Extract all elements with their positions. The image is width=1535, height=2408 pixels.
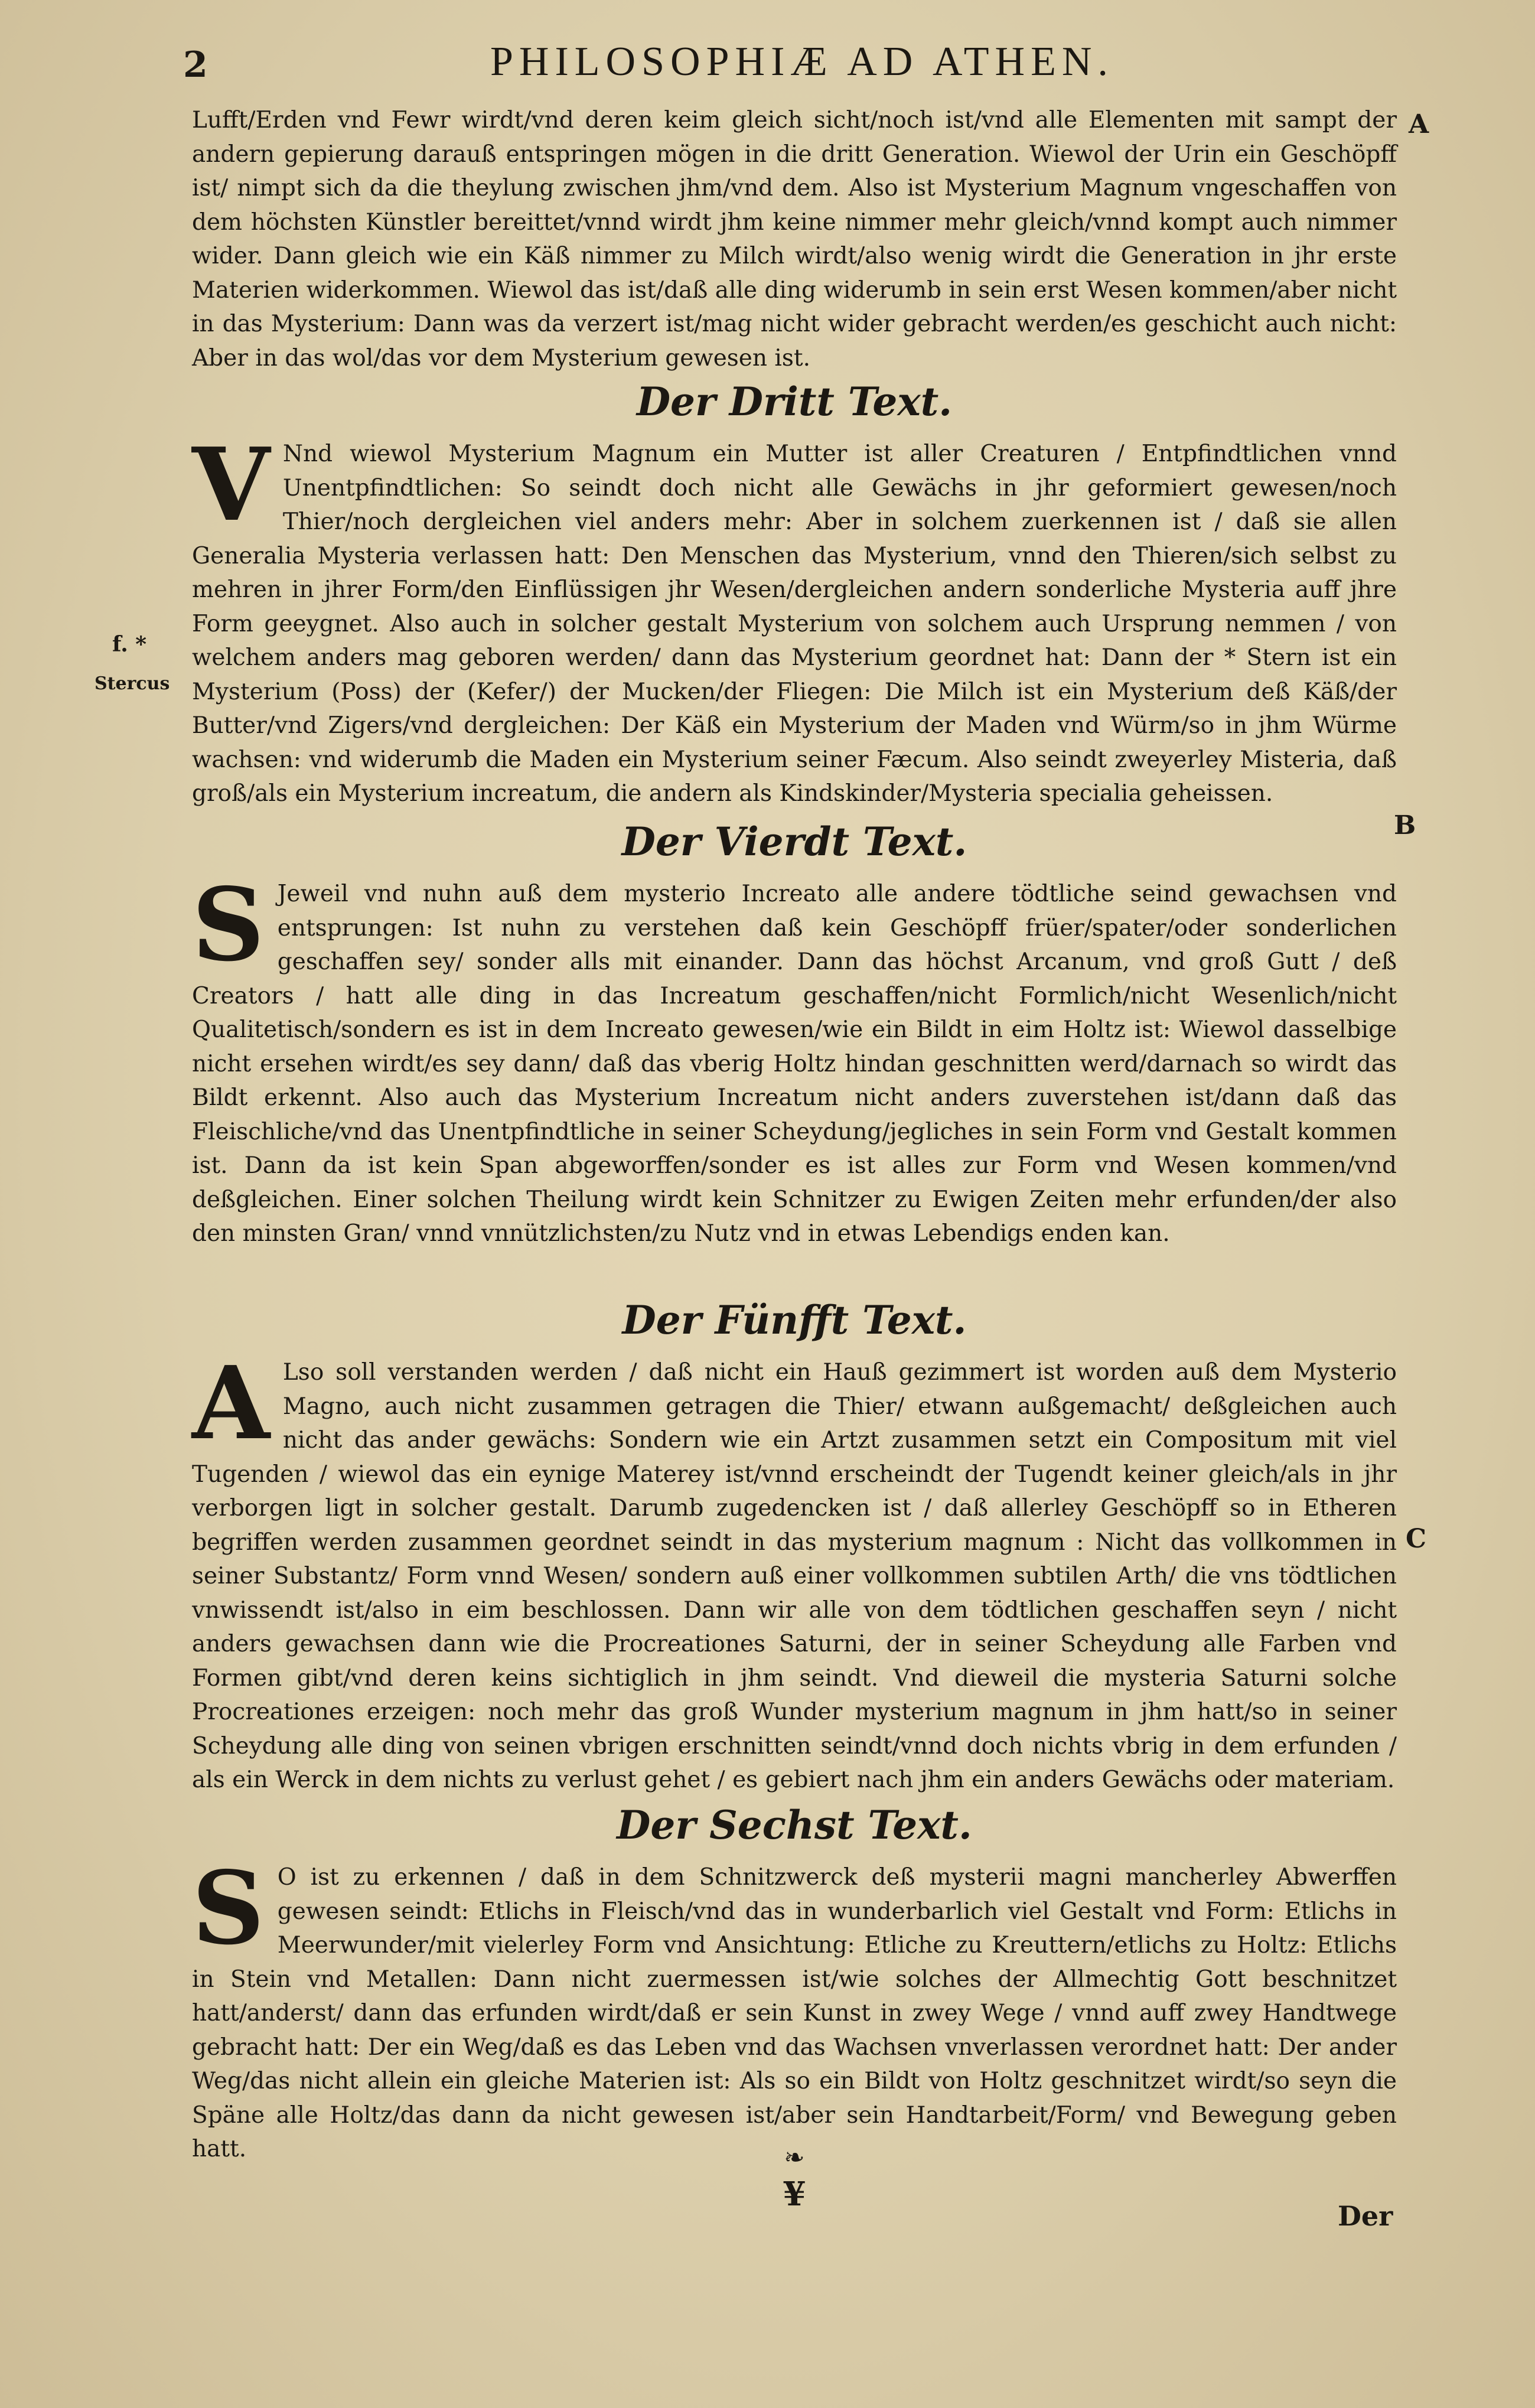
margin-note-mark: f. * xyxy=(112,632,147,657)
heading-dritt-text: Der Dritt Text. xyxy=(636,379,953,425)
margin-letter-a: A xyxy=(1409,109,1429,139)
margin-letter-b: B xyxy=(1394,810,1416,840)
catchword: Der xyxy=(1338,2200,1393,2232)
page-header xyxy=(183,32,1175,97)
drop-cap: A xyxy=(192,1344,270,1462)
signature-mark: ¥ xyxy=(783,2175,806,2214)
running-title: PHILOSOPHIÆ AD ATHEN. xyxy=(490,39,1114,84)
paragraph-text: Nnd wiewol Mysterium Magnum ein Mutter ist aller Creaturen / Entpfindtlichen vnnd Unentpfindtlichen: So seindt doch nicht alle Gewächs in jhr geformiert gewesen/noch Thier/noch dergleichen viel anders mehr: Aber in solchem zuerkennen ist / daß sie allen Generalia Mysteria verlassen hatt: Den Menschen das Mysterium, vnnd den Thieren/sich selbst zu mehren in jhrer Form/den Einflüssigen jhr Wesen/dergleichen andern sonderliche Mysteria auff jhre Form geeygnet. Also auch in solcher gestalt Mysterium von solchem auch Ursprung nemmen / von welchem anders mag geboren werden/ dann das Mysterium geordnet hat: Dann der * Stern ist ein Mysterium (Poss) der (Kefer/) der Mucken/der Fliegen: Die Milch ist ein Mysterium deß Käß/der Butter/vnd Zigers/vnd dergleichen: Der Käß ein Mysterium der Maden vnd Würm/so in jhm Würme wachsen: vnd widerumb die Maden ein Mysterium seiner Fæcum. Also seindt zweyerley Misteria, daß groß/als ein Mysterium increatum, die andern als Kindskinder/Mysteria specialia geheissen. xyxy=(192,441,1397,807)
text-block xyxy=(192,103,1397,2215)
ornament-icon: ❧ xyxy=(784,2143,805,2172)
margin-letter-c: C xyxy=(1406,1524,1427,1554)
paragraph-fuenfft-text xyxy=(192,1344,1397,1793)
paragraph-sechst-text xyxy=(192,1849,1397,2162)
page-number: 2 xyxy=(183,44,208,86)
paragraph-text: O ist zu erkennen / daß in dem Schnitzwerck deß mysterii magni mancherley Abwerffen gewesen seindt: Etlichs in Fleisch/vnd das in wunderbarlich viel Gestalt vnd Form: Etlichs in Meerwunder/mit vielerley Form vnd Ansichtung: Etliche zu Kreuttern/etlichs zu Holtz: Etlichs in Stein vnd Metallen: Dann nicht zuermessen ist/wie solches der Allmechtig Gott beschnitzet hatt/anderst/ dann das erfunden wirdt/daß er sein Kunst in zwey Wege / vnnd auff zwey Handtwege gebracht hatt: Der ein Weg/daß es das Leben vnd das Wachsen vnverlassen verordnet hatt: Der ander Weg/das nicht allein ein gleiche Materien ist: Als so ein Bildt von Holtz geschnitzet wirdt/so seyn die Späne alle Holtz/das dann da nicht gewesen ist/aber sein Handtarbeit/Form/ vnd Bewegung geben hatt. xyxy=(192,1864,1397,2162)
heading-fuenfft-text: Der Fünfft Text. xyxy=(622,1297,967,1343)
drop-cap: S xyxy=(192,866,265,984)
heading-vierdt-text: Der Vierdt Text. xyxy=(621,819,967,865)
drop-cap: S xyxy=(192,1849,265,1967)
paragraph-text: Lso soll verstanden werden / daß nicht ein Hauß gezimmert ist worden auß dem Mysterio Magno, auch nicht zusammen getragen die Thier/ etwann außgemacht/ deßgleichen auch nicht das ander gewächs: Sondern wie ein Artzt zusammen setzt ein Compositum mit viel Tugenden / wiewol das ein eynige Materey ist/vnnd erscheindt der Tugendt keiner gleich/als in jhr verborgen ligt in solcher gestalt. Darumb zugedencken ist / daß allerley Geschöpff so in Etheren begriffen werden zusammen geordnet seindt in das mysterium magnum : Nicht das vollkommen in seiner Substantz/ Form vnnd Wesen/ sondern auß einer vollkommen subtilen Arth/ die vns tödtlichen vnwissendt ist/also in eim beschlossen. Dann wir alle von dem tödtlichen geschaffen seyn / nicht anders gewachsen dann wie die Procreationes Saturni, der in seiner Scheydung alle Farben vnd Formen gibt/vnd deren keins sichtiglich in jhm seindt. Vnd dieweil die mysteria Saturni solche Procreationes erzeigen: noch mehr das groß Wunder mysterium magnum in jhm hatt/so in seiner Scheydung alle ding von seinen vbrigen erschnitten seindt/vnnd doch nichts vbrig in dem erfunden / als ein Werck in dem nichts zu verlust gehet / es gebiert nach jhm ein anders Gewächs oder materiam. xyxy=(192,1359,1397,1793)
heading-sechst-text: Der Sechst Text. xyxy=(617,1802,972,1848)
paragraph-vierdt-text xyxy=(192,866,1397,1285)
paragraph-intro: Lufft/Erden vnd Fewr wirdt/vnd deren keim gleich sicht/noch ist/vnd alle Elementen mit sampt der andern gepierung darauß entspringen mögen in die dritt Generation. Wiewol der Urin ein Geschöpff ist/ nimpt sich da die theylung zwischen jhm/vnd dem. Also ist Mysterium Magnum vngeschaffen von dem höchsten Künstler bereittet/vnnd wirdt jhm keine nimmer mehr gleich/vnnd kompt auch nimmer wider. Dann gleich wie ein Käß nimmer zu Milch wirdt/also wenig wirdt die Generation in jhr erste Materien widerkommen. Wiewol das ist/daß alle ding widerumb in sein erst Wesen kommen/aber nicht in das Mysterium: Dann was da verzert ist/mag nicht wider gebracht werden/es geschicht auch nicht: Aber in das wol/das vor dem Mysterium gewesen ist. xyxy=(192,107,1397,372)
margin-note-stercus: Stercus xyxy=(94,673,170,694)
paragraph-text: Jeweil vnd nuhn auß dem mysterio Increato alle andere tödtliche seind gewachsen vnd entsprungen: Ist nuhn zu verstehen daß kein Geschöpff früer/spater/oder sonderlichen geschaffen sey/ sonder alls mit einander. Dann das höchst Arcanum, vnd groß Gutt / deß Creators / hatt alle ding in das Increatum geschaffen/nicht Formlich/nicht Wesenlich/nicht Qualitetisch/sondern es ist in dem Increato gewesen/wie ein Bildt in eim Holtz ist: Wiewol dasselbige nicht ersehen wirdt/es sey dann/ daß das vberig Holtz hindan geschnitten werd/darnach so wirdt das Bildt erkennt. Also auch das Mysterium Increatum nicht anders zuverstehen ist/dann daß das Fleischliche/vnd das Unentpfindtliche in seiner Scheydung/jegliches in sein Form vnd Gestalt kommen ist. Dann da ist kein Span abgeworffen/sonder es ist alles zur Form vnd Wesen kommen/vnd deßgleichen. Einer solchen Theilung wirdt kein Schnitzer zu Ewigen Zeiten mehr erfunden/der also den minsten Gran/ vnnd vnnützlichsten/zu Nutz vnd in etwas Lebendigs enden kan. xyxy=(192,881,1397,1247)
paragraph-dritt-text xyxy=(192,426,1397,807)
drop-cap: V xyxy=(192,426,270,544)
